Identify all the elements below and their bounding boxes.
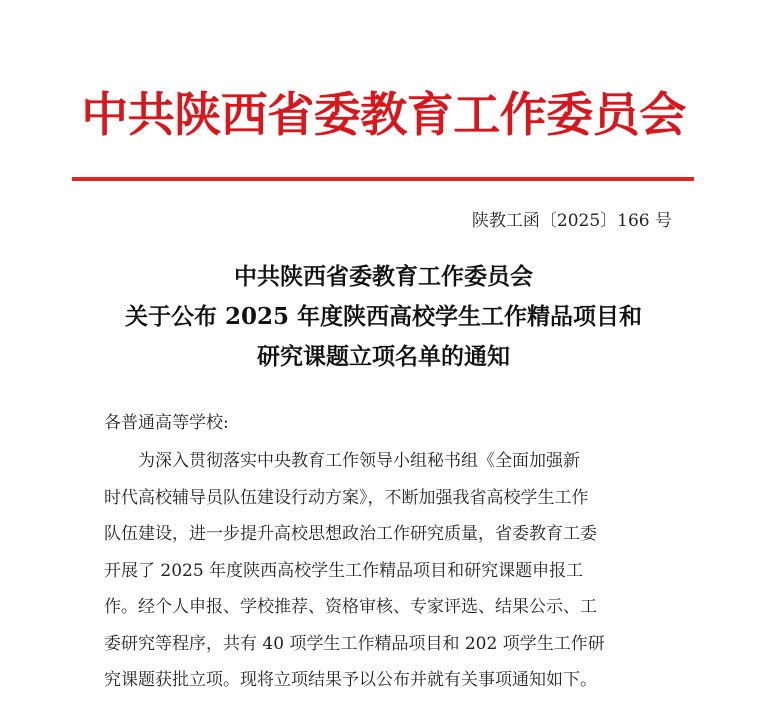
salutation: 各普通高等学校: xyxy=(104,413,229,433)
title-line: 关于公布 2025 年度陕西高校学生工作精品项目和 xyxy=(124,303,643,330)
body-line: 作。经个人申报、学校推荐、资格审核、专家评选、结果公示、工 xyxy=(104,597,597,617)
title-line: 研究课题立项名单的通知 xyxy=(257,343,510,370)
body-line: 究课题获批立项。现将立项结果予以公布并就有关事项通知如下。 xyxy=(104,670,597,690)
body-line: 开展了 2025 年度陕西高校学生工作精品项目和研究课题申报工 xyxy=(104,560,584,581)
body-line: 为深入贯彻落实中央教育工作领导小组秘书组《全面加强新 xyxy=(138,451,580,471)
body-line: 队伍建设，进一步提升高校思想政治工作研究质量，省委教育工委 xyxy=(104,524,597,544)
title-line: 中共陕西省委教育工作委员会 xyxy=(234,263,533,290)
body-line: 委研究等程序，共有 40 项学生工作精品项目和 202 项学生工作研 xyxy=(104,633,605,654)
document-number: 陕教工函〔2025〕166 号 xyxy=(471,211,672,231)
red-divider-line xyxy=(72,177,694,181)
notice-title xyxy=(0,257,767,377)
body-line: 时代高校辅导员队伍建设行动方案》，不断加强我省高校学生工作 xyxy=(104,487,589,508)
body-paragraph xyxy=(104,443,684,699)
organization-header: 中共陕西省委教育工作委员会 xyxy=(81,88,686,143)
